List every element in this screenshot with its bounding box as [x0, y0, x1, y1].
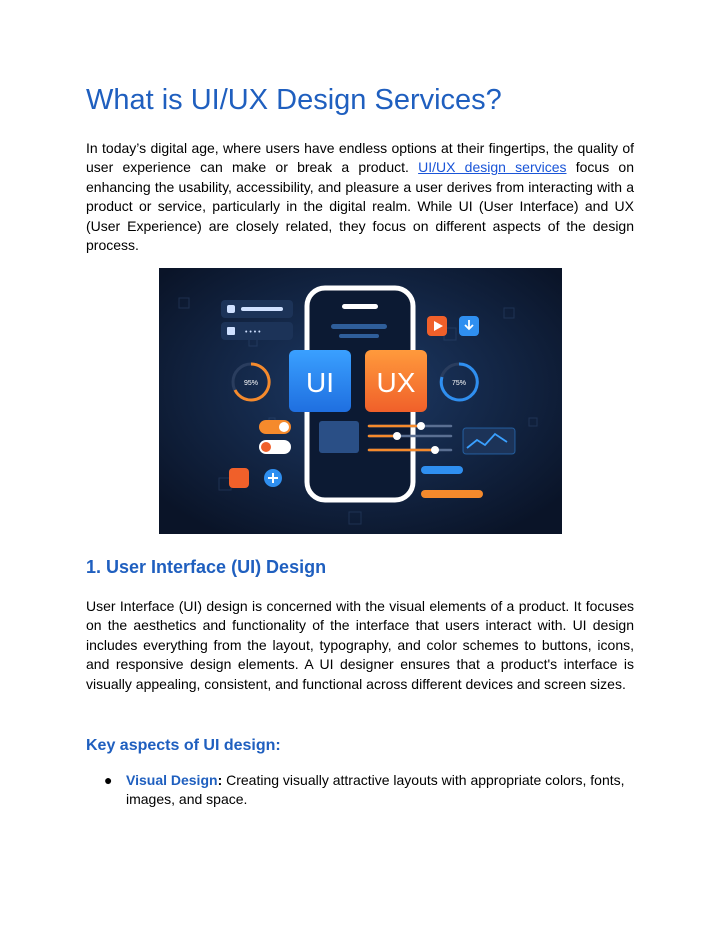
left-gauge-value: 95%: [243, 380, 259, 387]
key-aspects-heading: Key aspects of UI design:: [86, 737, 281, 754]
list-item-term: Visual Design: [126, 772, 218, 788]
list-item-text: Creating visually attractive layouts with appropriate colors, fonts, images, and space.: [126, 772, 625, 808]
intro-text-after: focus on enhancing the usability, accessibility, and pleasure a user derives from interacting with a product or service, particularly in the digital realm. While UI (User Interface) and UX (User Experience) are closely related, they focus on different aspects of the design process.: [86, 159, 634, 254]
lock-icon: [227, 327, 235, 335]
list-item: [104, 771, 634, 810]
phone-notch: [342, 304, 378, 309]
upload-icon: [229, 468, 249, 488]
bullet-icon: ●: [104, 772, 113, 788]
section-ui-heading: 1. User Interface (UI) Design: [86, 557, 327, 577]
key-aspects-list: [104, 771, 634, 810]
user-icon: [227, 305, 235, 313]
ux-tile-label: UX: [376, 367, 416, 398]
ui-tile-label: UI: [306, 367, 334, 398]
ui-ux-hero-illustration: [159, 268, 562, 534]
list-item-colon: :: [217, 772, 223, 788]
password-dots: • • • •: [245, 329, 261, 336]
right-gauge-value: 75%: [451, 380, 467, 387]
intro-paragraph: [86, 139, 634, 255]
intro-text-before: In today’s digital age, where users have endless options at their fingertips, the quality of user experience can make or break a product.: [86, 140, 634, 176]
page-title: What is UI/UX Design Services?: [86, 84, 502, 116]
ui-ux-services-link[interactable]: UI/UX design services: [418, 159, 567, 176]
section-ui-body: User Interface (UI) design is concerned with the visual elements of a product. It focuses on the aesthetics and functionality of the interface that users interact with. UI design includes everything from the layout, typography, and color schemes to buttons, icons, and responsive design elements. A UI designer ensures that a product's interface is visually appealing, consistent, and functional across different devices and screen sizes.: [86, 598, 634, 692]
